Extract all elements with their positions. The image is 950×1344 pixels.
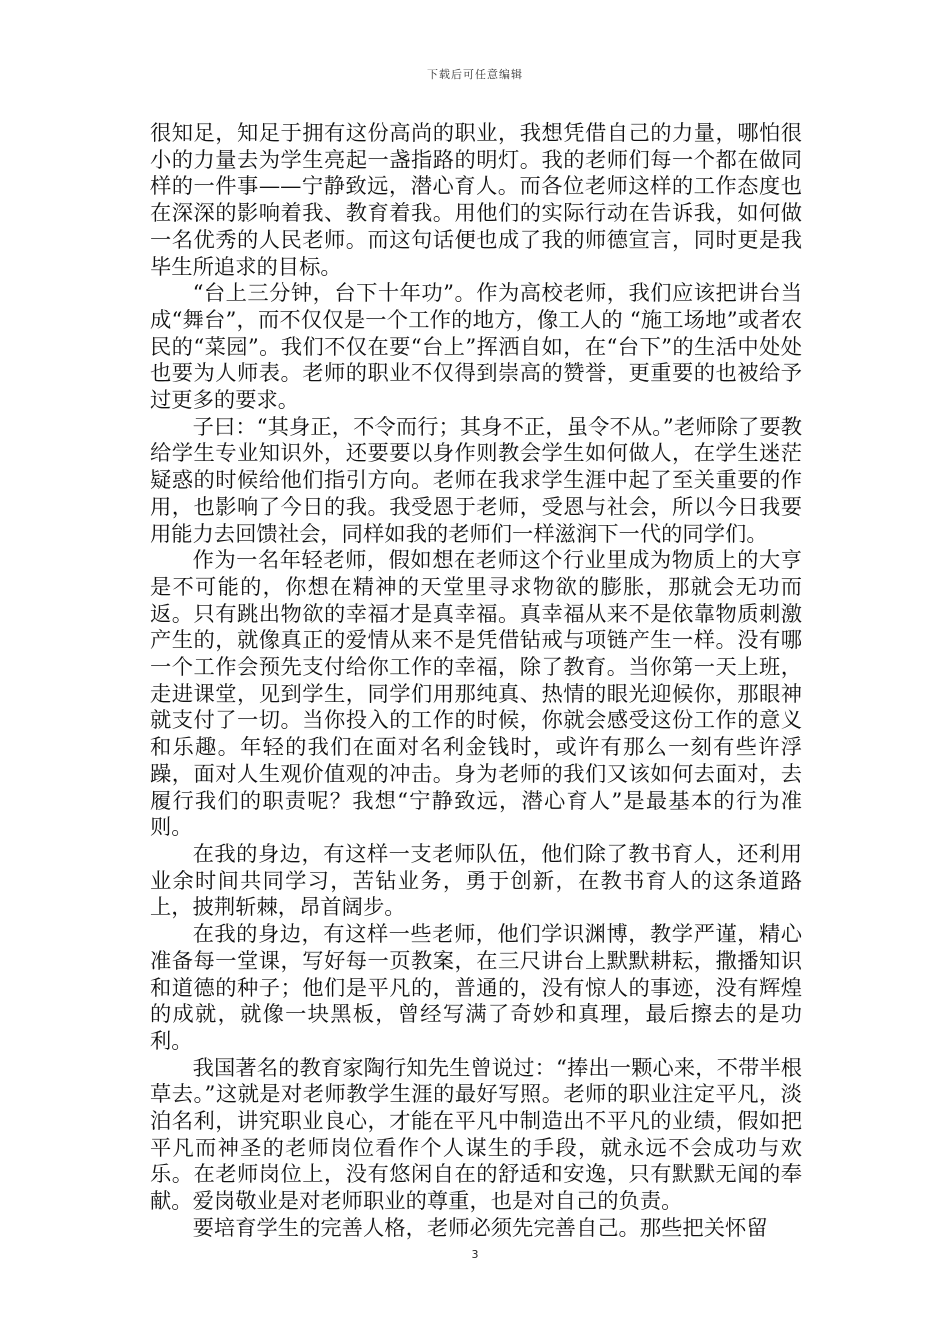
paragraph: 很知足，知足于拥有这份高尚的职业，我想凭借自己的力量，哪怕很小的力量去为学生亮起一盏指路的明灯。我的老师们每一个都在做同样的一件事——宁静致远，潜心育人。而各位老师这样的工作态度也在深深的影响着我、教育着我。用他们的实际行动在告诉我，如何做一名优秀的人民老师。而这句话便也成了我的师德宣言，同时更是我毕生所追求的目标。 bbox=[150, 121, 802, 280]
paragraph: 作为一名年轻老师，假如想在老师这个行业里成为物质上的大亨是不可能的，你想在精神的天堂里寻求物欲的膨胀，那就会无功而返。只有跳出物欲的幸福才是真幸福。真幸福从来不是依靠物质刺激产生的，就像真正的爱情从来不是凭借钻戒与项链产生一样。没有哪一个工作会预先支付给你工作的幸福，除了教育。当你第一天上班，走进课堂，见到学生，同学们用那纯真、热情的眼光迎候你，那眼神就支付了一切。当你投入的工作的时候，你就会感受这份工作的意义和乐趣。年轻的我们在面对名利金钱时，或许有那么一刻有些许浮躁，面对人生观价值观的冲击。身为老师的我们又该如何去面对，去履行我们的职责呢？我想“宁静致远，潜心育人”是最基本的行为准则。 bbox=[150, 548, 802, 841]
document-body bbox=[150, 121, 802, 1243]
paragraph: “台上三分钟，台下十年功”。作为高校老师，我们应该把讲台当成“舞台”，而不仅仅是一个工作的地方，像工人的 “施工场地”或者农民的“菜园”。我们不仅在要“台上”挥洒自如，在“台下”的生活中处处也要为人师表。老师的职业不仅得到崇高的赞誉，更重要的也被给予过更多的要求。 bbox=[150, 281, 802, 414]
page-number: 3 bbox=[471, 1248, 479, 1261]
paragraph: 要培育学生的完善人格，老师必须先完善自己。那些把关怀留 bbox=[192, 1215, 768, 1241]
paragraph: 我国著名的教育家陶行知先生曾说过：“捧出一颗心来，不带半根草去。”这就是对老师教学生涯的最好写照。老师的职业注定平凡，淡泊名利，讲究职业良心，才能在平凡中制造出不平凡的业绩，假如把平凡而神圣的老师岗位看作个人谋生的手段，就永远不会成功与欢乐。在老师岗位上，没有悠闲自在的舒适和安逸，只有默默无闻的奉献。爱岗敬业是对老师职业的尊重，也是对自己的负责。 bbox=[150, 1055, 802, 1215]
paragraph: 子曰：“其身正，不令而行；其身不正，虽令不从。”老师除了要教给学生专业知识外，还要要以身作则教会学生如何做人，在学生迷茫疑惑的时候给他们指引方向。老师在我求学生涯中起了至关重要的作用，也影响了今日的我。我受恩于老师，受恩与社会，所以今日我要用能力去回馈社会，同样如我的老师们一样滋润下一代的同学们。 bbox=[150, 414, 802, 547]
paragraph: 在我的身边，有这样一支老师队伍，他们除了教书育人，还利用业余时间共同学习，苦钻业务，勇于创新，在教书育人的这条道路上，披荆斩棘，昂首阔步。 bbox=[150, 841, 802, 921]
page-header: 下载后可任意编辑 bbox=[427, 68, 523, 81]
paragraph: 在我的身边，有这样一些老师，他们学识渊博，教学严谨，精心准备每一堂课，写好每一页教案，在三尺讲台上默默耕耘，撒播知识和道德的种子；他们是平凡的，普通的，没有惊人的事迹，没有辉煌的成就，就像一块黑板，曾经写满了奇妙和真理，最后擦去的是功利。 bbox=[150, 922, 802, 1054]
